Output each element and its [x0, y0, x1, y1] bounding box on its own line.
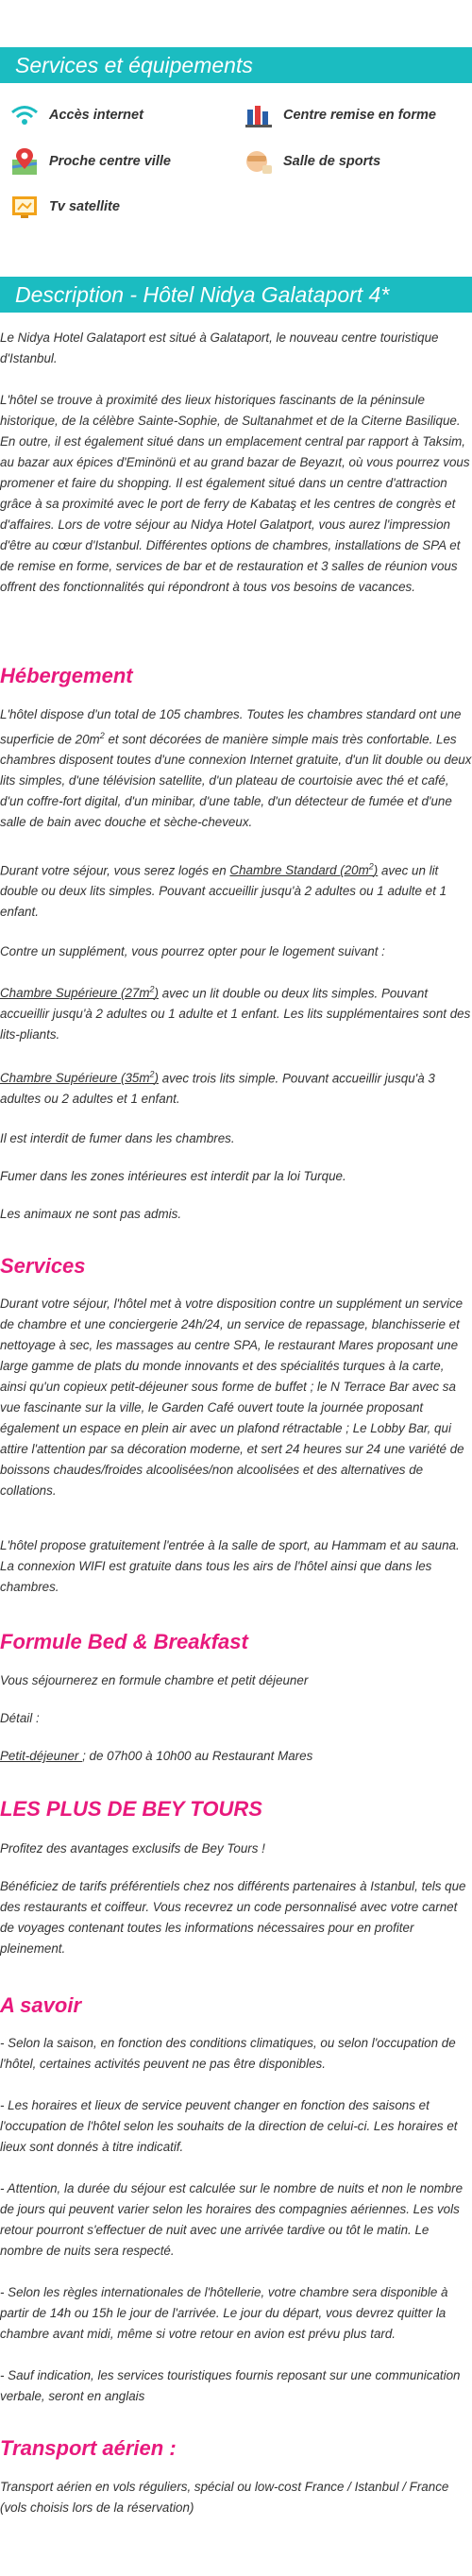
asavoir-item: - Selon la saison, en fonction des conditions climatiques, ou selon l'occupation de l'hôtel, certaines activités peuvent ne pas être disponibles. [0, 2036, 456, 2071]
formule-breakfast: Petit-déjeuner ; de 07h00 à 10h00 au Restaurant Mares [0, 1749, 313, 1763]
plus-intro: Profitez des avantages exclusifs de Bey Tours ! [0, 1841, 265, 1856]
superior-room-35-link[interactable]: Chambre Supérieure $(35m^2)$ [0, 1070, 160, 1086]
amenity-label: Salle de sports [283, 154, 381, 169]
amenity-gym [244, 146, 380, 177]
amenity-internet [9, 100, 143, 130]
amenity-label: Proche centre ville [49, 154, 171, 169]
hebergement-superior-27: Chambre Supérieure $(27m^2)$ avec un lit double ou deux lits simples. Pouvant accueillir jusqu'à 2 adultes ou 1 adulte et 1 enfant. Les lits supplémentaires sont des lits-pliants. [0, 985, 471, 1042]
hebergement-standard: Durant votre séjour, vous serez logés en Chambre Standard $(20m^2)$ avec un lit double ou deux lits simples. Pouvant accueillir jusqu'à 2 adultes ou 1 adulte et 1 enfant. [0, 862, 447, 920]
description-intro: Le Nidya Hotel Galataport est situé à Galataport, le nouveau centre touristique d'Istanbul. [0, 330, 439, 365]
transport-title: Transport aérien : [0, 2436, 177, 2460]
asavoir-item: - Les horaires et lieux de service peuvent changer en fonction des saisons et l'occupation de l'hôtel selon les souhaits de la direction de celui-ci. Les horaires et lieux sont donnés à titre indicatif. [0, 2098, 458, 2154]
hebergement-title: Hébergement [0, 664, 133, 687]
plus-benefits: Bénéficiez de tarifs préférentiels chez nos différents partenaires à Istanbul, tels que des restaurants et coiffeur. Vous recevrez un code personnalisé avec votre carnet de voyages contenant toutes les informations nécessaires pour en profiter pleinement. [0, 1879, 466, 1956]
gym-icon [244, 146, 274, 177]
formule-title: Formule Bed & Breakfast [0, 1630, 248, 1653]
services-paid: Durant votre séjour, l'hôtel met à votre disposition contre un supplément un service de chambre et une conciergerie 24h/24, un service de repassage, blanchisserie et nettoyage à sec, les massages au centre SPA, le restaurant Mares proposant une large gamme de plats du monde innovants et des spécialités turques à la carte, ainsi qu'un copieux petit-déjeuner sous forme de buffet ; le N Terrace Bar avec sa vue fascinante sur la ville, le Garden Café ouvert toute la journée proposant également un espace en plein air avec un plafond rétractable ; Le Lobby Bar, qui attire l'attention par sa décoration moderne, et sert 24 heures sur 24 une variété de boissons chaudes/froides alcoolisées/non alcoolisées et des alternatives de collations. [0, 1296, 464, 1498]
hebergement-superior-35: Chambre Supérieure $(35m^2)$ avec trois lits simple. Pouvant accueillir jusqu'à 3 adultes ou 2 adultes et 1 enfant. [0, 1070, 435, 1107]
asavoir-title: A savoir [0, 1993, 82, 2017]
standard-room-link[interactable]: Chambre Standard $(20m^2)$ [229, 862, 379, 878]
superior-room-27-link[interactable]: Chambre Supérieure $(27m^2)$ [0, 985, 160, 1001]
formule-detail: Détail : [0, 1711, 40, 1725]
wifi-icon [9, 100, 40, 130]
services-free: L'hôtel propose gratuitement l'entrée à la salle de sport, au Hammam et au sauna. La connexion WIFI est gratuite dans tous les airs de l'hôtel ainsi que dans les chambres. [0, 1538, 460, 1594]
hebergement-smoking-law: Fumer dans les zones intérieures est interdit par la loi Turque. [0, 1169, 346, 1183]
map-pin-icon [9, 146, 40, 177]
amenity-fitness [244, 100, 436, 130]
hebergement-no-pets: Les animaux ne sont pas admis. [0, 1207, 182, 1221]
asavoir-item: - Sauf indication, les services touristiques fournis reposant sur une communication verbale, seront en anglais [0, 2368, 461, 2403]
description-location: L'hôtel se trouve à proximité des lieux historiques fascinants de la péninsule historique, de la célèbre Sainte-Sophie, de Sultanahmet et de la Citerne Basilique. En outre, il est également situé dans un emplacement central par rapport à Taksim, au bazar aux épices d'Eminönü et au grand bazar de Beyazıt, où vous pourrez vous promener et faire du shopping. Il est également situé dans un centre d'attraction grâce à sa proximité avec le port de ferry de Kabataş et les centres de congrès et d'affaires. Lors de votre séjour au Nidya Hotel Galatport, vous aurez l'impression d'être au cœur d'Istanbul. Différentes options de chambres, installations de SPA et de remise en forme, services de bar et de restauration et 3 salles de réunion vous offrent des fonctionnalités qui répondront à tous vos besoins de vacances. [0, 393, 470, 594]
asavoir-item: - Attention, la durée du séjour est calculée sur le nombre de nuits et non le nombre de jours qui peuvent varier selon les horaires des compagnies aériennes. Les vols retour pourront s'effectuer de nuit avec une arrivée tardive ou tôt le matin. Le nombre de nuits sera respecté. [0, 2181, 464, 2258]
formule-board: Vous séjournerez en formule chambre et petit déjeuner [0, 1673, 309, 1687]
amenity-tv [9, 192, 120, 222]
amenity-label: Accès internet [49, 108, 143, 123]
hebergement-supplement: Contre un supplément, vous pourrez opter pour le logement suivant : [0, 944, 385, 958]
description-banner-title: Description - Hôtel Nidya Galataport 4* [0, 277, 472, 313]
amenity-label: Centre remise en forme [283, 108, 436, 123]
fitness-icon [244, 100, 274, 130]
amenity-city-center [9, 146, 171, 177]
services-title: Services [0, 1254, 86, 1278]
hebergement-rooms: L'hôtel dispose d'un total de 105 chambres. Toutes les chambres standard ont une superficie de $20m^2$ et sont décorées de manière simple mais très confortable. Les chambres disposent toutes d'une connexion Internet gratuite, d'un lit double ou deux lits simples, d'une télévision satellite, d'un plateau de courtoisie avec thé et café, d'un coffre-fort digital, d'un minibar, d'une table, d'un détecteur de fumée et d'une salle de bain avec douche et sèche-cheveux. [0, 707, 472, 830]
amenity-label: Tv satellite [49, 199, 120, 214]
breakfast-link[interactable]: Petit-déjeuner [0, 1749, 83, 1763]
transport-flights: Transport aérien en vols réguliers, spécial ou low-cost France / Istanbul / France (vols choisis lors de la réservation) [0, 2480, 449, 2515]
hebergement-no-smoking: Il est interdit de fumer dans les chambres. [0, 1131, 235, 1145]
asavoir-item: - Selon les règles internationales de l'hôtellerie, votre chambre sera disponible à partir de 14h ou 15h le jour de l'arrivée. Le jour du départ, vous devrez quitter la chambre avant midi, même si votre retour en avion est prévu plus tard. [0, 2285, 448, 2341]
plus-title: LES PLUS DE BEY TOURS [0, 1797, 262, 1821]
tv-icon [9, 192, 40, 222]
services-banner-title: Services et équipements [0, 47, 472, 83]
